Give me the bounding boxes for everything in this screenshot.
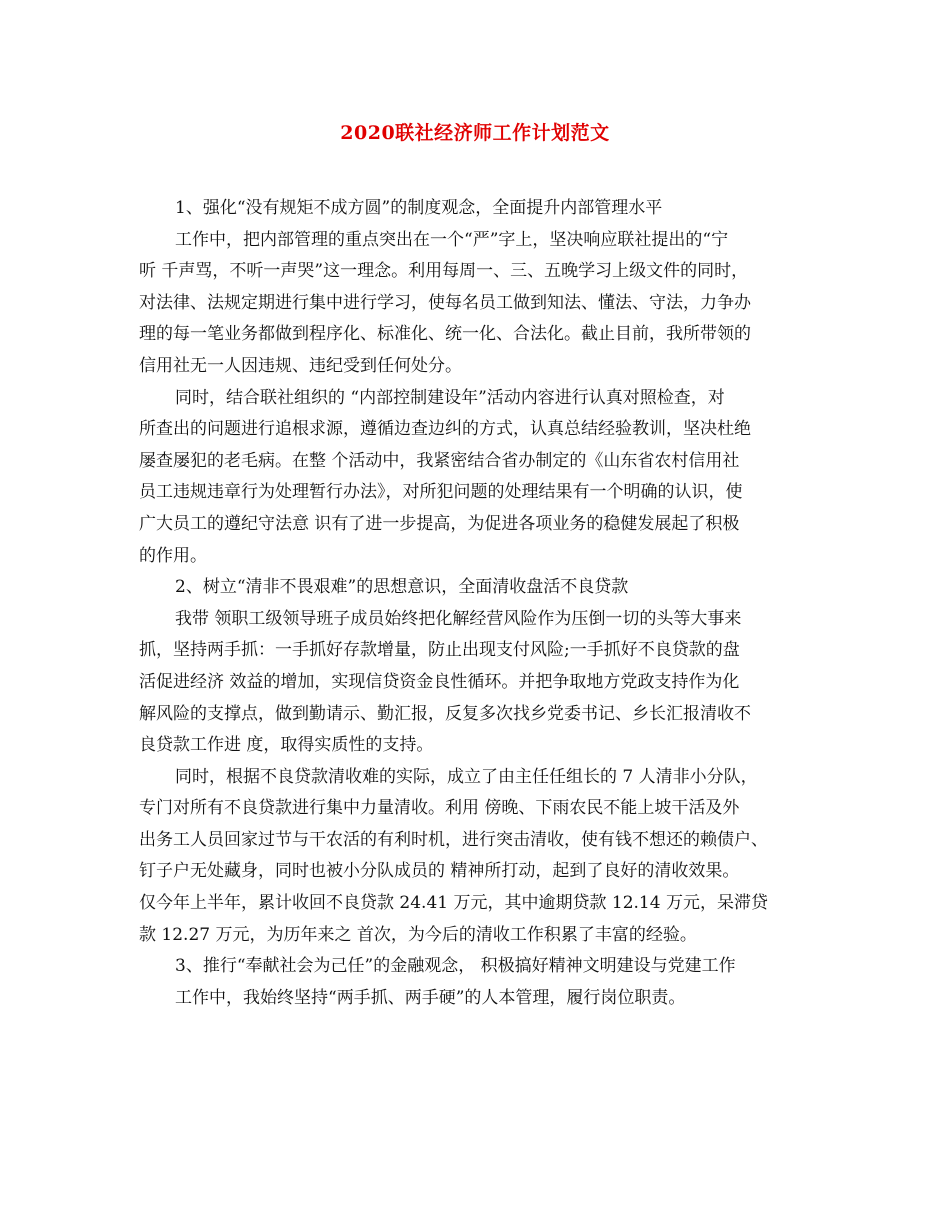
text-line: 出务工人员回家过节与干农活的有利时机，进行突击清收，使有钱不想还的赖债户、 — [139, 829, 768, 850]
text-line: 我带 领职工级领导班子成员始终把化解经营风险作为压倒一切的头等大事来 — [175, 608, 742, 629]
text-line: 同时，根据不良贷款清收难的实际，成立了由主任任组长的 7 人清非小分队， — [175, 766, 758, 787]
text-line: 对法律、法规定期进行集中进行学习，使每名员工做到知法、懂法、守法，力争办 — [139, 292, 751, 313]
text-line: 1、强化“没有规矩不成方圆”的制度观念，全面提升内部管理水平 — [175, 198, 663, 218]
text-line: 2、树立“清非不畏艰难”的思想意识，全面清收盘活不良贷款 — [175, 577, 629, 598]
document-title: 2020联社经济师工作计划范文 — [340, 122, 610, 144]
text-line: 理的每一笔业务都做到程序化、标准化、统一化、合法化。截止目前，我所带领的 — [139, 324, 751, 345]
document-body — [139, 193, 815, 1014]
text-line: 屡查屡犯的老毛病。在整 个活动中，我紧密结合省办制定的《山东省农村信用社 — [139, 450, 740, 471]
text-line: 听 千声骂，不听一声哭”这一理念。利用每周一、三、五晚学习上级文件的同时， — [139, 261, 749, 282]
text-line: 广大员工的遵纪守法意 识有了进一步提高，为促进各项业务的稳健发展起了积极 — [139, 513, 740, 534]
text-line: 员工违规违章行为处理暂行办法》，对所犯问题的处理结果有一个明确的认识，使 — [139, 482, 743, 503]
text-line: 款 12.27 万元，为历年来之 首次，为今后的清收工作积累了丰富的经验。 — [139, 924, 697, 945]
text-line: 工作中，我始终坚持“两手抓、两手硬”的人本管理，履行岗位职责。 — [175, 987, 686, 1008]
text-line: 抓，坚持两手抓：一手抓好存款增量，防止出现支付风险;一手抓好不良贷款的盘 — [139, 640, 740, 661]
text-line: 活促进经济 效益的增加，实现信贷资金良性循环。并把争取地方党政支持作为化 — [139, 671, 740, 692]
text-line: 的作用。 — [139, 545, 207, 566]
text-line: 3、推行“奉献社会为己任”的金融观念， 积极搞好精神文明建设与党建工作 — [175, 956, 736, 977]
text-line: 信用社无一人因违规、违纪受到任何处分。 — [139, 355, 462, 376]
text-line: 钉子户无处藏身，同时也被小分队成员的 精神所打动，起到了良好的清收效果。 — [139, 861, 740, 882]
text-line: 仅今年上半年，累计收回不良贷款 24.41 万元，其中逾期贷款 12.14 万元，呆滞贷 — [139, 893, 768, 914]
text-line: 所查出的问题进行追根求源，遵循边查边纠的方式，认真总结经验教训，坚决杜绝 — [139, 419, 751, 440]
text-line: 工作中，把内部管理的重点突出在一个“严”字上，坚决响应联社提出的“宁 — [175, 229, 729, 250]
text-line: 良贷款工作进 度，取得实质性的支持。 — [139, 735, 434, 756]
text-line: 同时，结合联社组织的 “内部控制建设年”活动内容进行认真对照检查，对 — [175, 387, 725, 408]
text-line: 专门对所有不良贷款进行集中力量清收。利用 傍晚、下雨农民不能上坡干活及外 — [139, 798, 740, 819]
text-line: 解风险的支撑点，做到勤请示、勤汇报，反复多次找乡党委书记、乡长汇报清收不 — [139, 703, 751, 724]
